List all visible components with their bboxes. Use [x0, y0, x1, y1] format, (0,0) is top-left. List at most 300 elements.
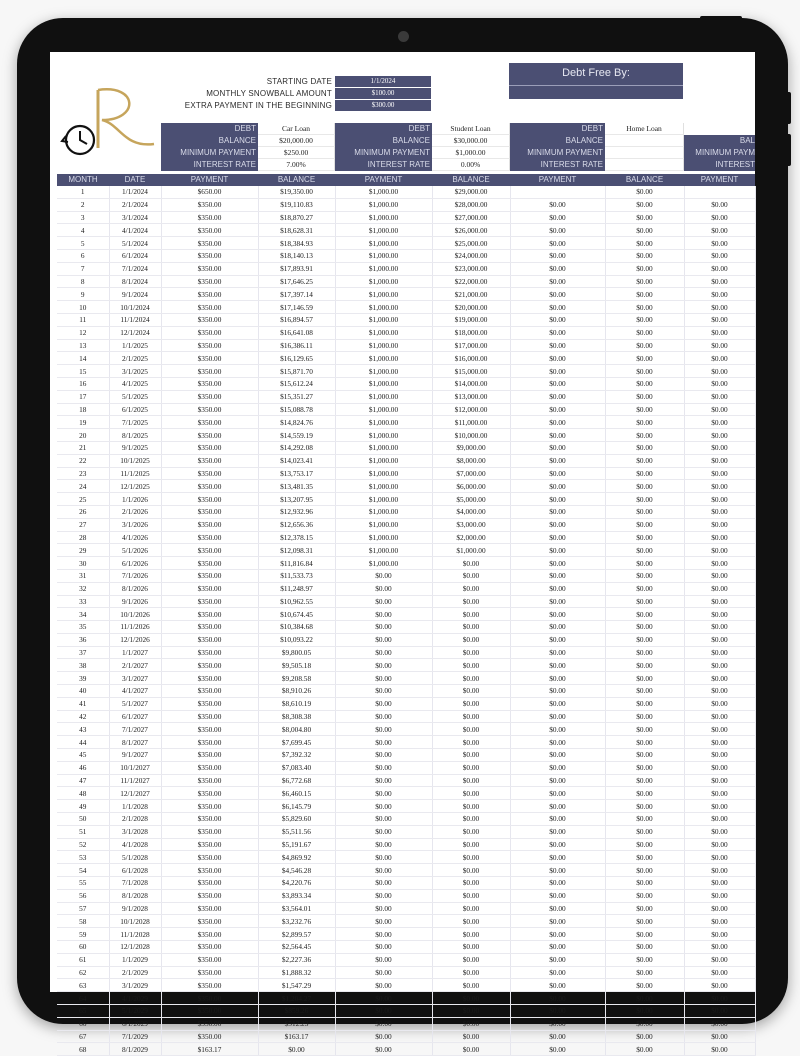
month-cell[interactable]: 62	[57, 966, 109, 979]
student-balance-cell[interactable]: $0.00	[432, 813, 510, 826]
car-balance-cell[interactable]: $8,610.19	[258, 697, 335, 710]
date-cell[interactable]: 5/1/2027	[109, 697, 161, 710]
car-balance-cell[interactable]: $7,699.45	[258, 736, 335, 749]
car-payment-cell[interactable]: $350.00	[161, 851, 258, 864]
home-payment-cell[interactable]: $0.00	[510, 441, 605, 454]
car-balance-cell[interactable]: $11,248.97	[258, 582, 335, 595]
student-payment-cell[interactable]: $1,000.00	[335, 390, 432, 403]
home-balance-cell[interactable]: $0.00	[605, 864, 684, 877]
car-balance-cell[interactable]: $9,208.58	[258, 672, 335, 685]
student-payment-cell[interactable]: $1,000.00	[335, 403, 432, 416]
debt4-payment-cell[interactable]: $0.00	[684, 749, 755, 762]
home-balance-cell[interactable]: $0.00	[605, 198, 684, 211]
car-payment-cell[interactable]: $350.00	[161, 569, 258, 582]
car-payment-cell[interactable]: $350.00	[161, 1017, 258, 1030]
car-payment-cell[interactable]: $350.00	[161, 557, 258, 570]
student-balance-cell[interactable]: $16,000.00	[432, 352, 510, 365]
month-cell[interactable]: 23	[57, 467, 109, 480]
debt4-payment-cell[interactable]: $0.00	[684, 326, 755, 339]
home-balance-cell[interactable]: $0.00	[605, 544, 684, 557]
student-payment-cell[interactable]: $1,000.00	[335, 198, 432, 211]
home-payment-cell[interactable]: $0.00	[510, 454, 605, 467]
debt4-payment-cell[interactable]: $0.00	[684, 557, 755, 570]
month-cell[interactable]: 10	[57, 301, 109, 314]
car-payment-cell[interactable]: $350.00	[161, 377, 258, 390]
student-balance-cell[interactable]: $0.00	[432, 941, 510, 954]
home-balance-cell[interactable]: $0.00	[605, 621, 684, 634]
car-balance-cell[interactable]: $3,893.34	[258, 889, 335, 902]
date-cell[interactable]: 3/1/2026	[109, 518, 161, 531]
car-payment-cell[interactable]: $350.00	[161, 505, 258, 518]
student-payment-cell[interactable]: $0.00	[335, 979, 432, 992]
student-payment-cell[interactable]: $1,000.00	[335, 352, 432, 365]
home-balance-cell[interactable]: $0.00	[605, 1043, 684, 1056]
home-balance-cell[interactable]: $0.00	[605, 211, 684, 224]
student-balance-cell[interactable]: $11,000.00	[432, 416, 510, 429]
car-balance-cell[interactable]: $18,628.31	[258, 224, 335, 237]
debt4-payment-cell[interactable]: $0.00	[684, 889, 755, 902]
home-payment-cell[interactable]: $0.00	[510, 557, 605, 570]
car-balance-cell[interactable]: $12,656.36	[258, 518, 335, 531]
column-header-month[interactable]: MONTH	[57, 174, 109, 186]
home-payment-cell[interactable]: $0.00	[510, 211, 605, 224]
home-balance-cell[interactable]: $0.00	[605, 531, 684, 544]
month-cell[interactable]: 48	[57, 787, 109, 800]
student-balance-cell[interactable]: $5,000.00	[432, 493, 510, 506]
student-balance-cell[interactable]: $0.00	[432, 915, 510, 928]
home-payment-cell[interactable]: $0.00	[510, 979, 605, 992]
home-balance-cell[interactable]: $0.00	[605, 186, 684, 198]
car-balance-cell[interactable]: $12,932.96	[258, 505, 335, 518]
date-cell[interactable]: 8/1/2025	[109, 429, 161, 442]
date-cell[interactable]: 10/1/2024	[109, 301, 161, 314]
debt4-payment-cell[interactable]: $0.00	[684, 1017, 755, 1030]
home-balance-cell[interactable]: $0.00	[605, 697, 684, 710]
car-balance-cell[interactable]: $5,191.67	[258, 838, 335, 851]
date-cell[interactable]: 5/1/2029	[109, 1005, 161, 1018]
car-balance-cell[interactable]: $3,232.76	[258, 915, 335, 928]
home-payment-cell[interactable]: $0.00	[510, 198, 605, 211]
car-payment-cell[interactable]: $350.00	[161, 979, 258, 992]
student-balance-cell[interactable]: $13,000.00	[432, 390, 510, 403]
debt4-payment-cell[interactable]: $0.00	[684, 416, 755, 429]
car-balance-cell[interactable]: $2,227.36	[258, 953, 335, 966]
date-cell[interactable]: 6/1/2028	[109, 864, 161, 877]
car-payment-cell[interactable]: $350.00	[161, 710, 258, 723]
debt4-payment-cell[interactable]: $0.00	[684, 544, 755, 557]
month-cell[interactable]: 12	[57, 326, 109, 339]
monthly-snowball-cell[interactable]: $100.00	[335, 88, 431, 100]
home-balance-cell[interactable]: $0.00	[605, 352, 684, 365]
car-balance-cell[interactable]: $16,129.65	[258, 352, 335, 365]
car-balance-cell[interactable]: $8,910.26	[258, 685, 335, 698]
debt4-payment-cell[interactable]: $0.00	[684, 301, 755, 314]
student-payment-cell[interactable]: $0.00	[335, 838, 432, 851]
car-balance-cell[interactable]: $13,481.35	[258, 480, 335, 493]
car-balance-cell[interactable]: $10,384.68	[258, 621, 335, 634]
student-balance-cell[interactable]: $0.00	[432, 966, 510, 979]
car-balance-cell[interactable]: $12,378.15	[258, 531, 335, 544]
car-balance-cell[interactable]: $6,772.68	[258, 774, 335, 787]
home-balance-cell[interactable]: $0.00	[605, 595, 684, 608]
date-cell[interactable]: 11/1/2025	[109, 467, 161, 480]
car-payment-cell[interactable]: $350.00	[161, 480, 258, 493]
month-cell[interactable]: 38	[57, 659, 109, 672]
home-payment-cell[interactable]: $0.00	[510, 301, 605, 314]
month-cell[interactable]: 7	[57, 262, 109, 275]
debt4-payment-cell[interactable]: $0.00	[684, 403, 755, 416]
date-cell[interactable]: 10/1/2025	[109, 454, 161, 467]
car-loan-interest-rate[interactable]: 7.00%	[258, 159, 335, 171]
date-cell[interactable]: 4/1/2024	[109, 224, 161, 237]
car-payment-cell[interactable]: $350.00	[161, 697, 258, 710]
month-cell[interactable]: 13	[57, 339, 109, 352]
month-cell[interactable]: 18	[57, 403, 109, 416]
car-payment-cell[interactable]: $350.00	[161, 467, 258, 480]
student-payment-cell[interactable]: $1,000.00	[335, 531, 432, 544]
student-balance-cell[interactable]: $21,000.00	[432, 288, 510, 301]
month-cell[interactable]: 1	[57, 186, 109, 198]
student-balance-cell[interactable]: $0.00	[432, 902, 510, 915]
home-payment-cell[interactable]: $0.00	[510, 339, 605, 352]
date-cell[interactable]: 1/1/2025	[109, 339, 161, 352]
home-balance-cell[interactable]: $0.00	[605, 224, 684, 237]
month-cell[interactable]: 17	[57, 390, 109, 403]
date-cell[interactable]: 11/1/2027	[109, 774, 161, 787]
student-payment-cell[interactable]: $0.00	[335, 1043, 432, 1056]
student-balance-cell[interactable]: $15,000.00	[432, 365, 510, 378]
date-cell[interactable]: 7/1/2028	[109, 877, 161, 890]
student-balance-cell[interactable]: $0.00	[432, 864, 510, 877]
date-cell[interactable]: 8/1/2024	[109, 275, 161, 288]
student-payment-cell[interactable]: $0.00	[335, 966, 432, 979]
month-cell[interactable]: 27	[57, 518, 109, 531]
student-payment-cell[interactable]: $0.00	[335, 736, 432, 749]
date-cell[interactable]: 7/1/2027	[109, 723, 161, 736]
home-payment-cell[interactable]: $0.00	[510, 352, 605, 365]
student-payment-cell[interactable]: $0.00	[335, 825, 432, 838]
debt4-payment-cell[interactable]: $0.00	[684, 518, 755, 531]
month-cell[interactable]: 16	[57, 377, 109, 390]
home-balance-cell[interactable]: $0.00	[605, 480, 684, 493]
debt4-payment-cell[interactable]: $0.00	[684, 454, 755, 467]
car-balance-cell[interactable]: $9,505.18	[258, 659, 335, 672]
date-cell[interactable]: 3/1/2027	[109, 672, 161, 685]
date-cell[interactable]: 8/1/2026	[109, 582, 161, 595]
student-payment-cell[interactable]: $1,000.00	[335, 505, 432, 518]
month-cell[interactable]: 55	[57, 877, 109, 890]
car-balance-cell[interactable]: $163.17	[258, 1030, 335, 1043]
car-payment-cell[interactable]: $350.00	[161, 326, 258, 339]
home-payment-cell[interactable]: $0.00	[510, 633, 605, 646]
student-balance-cell[interactable]: $0.00	[432, 608, 510, 621]
car-balance-cell[interactable]: $859.26	[258, 1005, 335, 1018]
student-balance-cell[interactable]: $25,000.00	[432, 237, 510, 250]
car-payment-cell[interactable]: $350.00	[161, 736, 258, 749]
car-payment-cell[interactable]: $350.00	[161, 493, 258, 506]
month-cell[interactable]: 35	[57, 621, 109, 634]
home-payment-cell[interactable]: $0.00	[510, 761, 605, 774]
car-payment-cell[interactable]: $350.00	[161, 275, 258, 288]
student-balance-cell[interactable]: $0.00	[432, 979, 510, 992]
month-cell[interactable]: 9	[57, 288, 109, 301]
car-payment-cell[interactable]: $163.17	[161, 1043, 258, 1056]
car-payment-cell[interactable]: $350.00	[161, 608, 258, 621]
car-balance-cell[interactable]: $12,098.31	[258, 544, 335, 557]
date-cell[interactable]: 8/1/2027	[109, 736, 161, 749]
month-cell[interactable]: 45	[57, 749, 109, 762]
home-payment-cell[interactable]: $0.00	[510, 749, 605, 762]
month-cell[interactable]: 63	[57, 979, 109, 992]
date-cell[interactable]: 4/1/2025	[109, 377, 161, 390]
date-cell[interactable]: 5/1/2026	[109, 544, 161, 557]
car-balance-cell[interactable]: $17,893.91	[258, 262, 335, 275]
student-payment-cell[interactable]: $0.00	[335, 608, 432, 621]
student-balance-cell[interactable]: $0.00	[432, 800, 510, 813]
extra-payment-cell[interactable]: $300.00	[335, 100, 431, 112]
date-cell[interactable]: 7/1/2029	[109, 1030, 161, 1043]
home-balance-cell[interactable]: $0.00	[605, 262, 684, 275]
home-balance-cell[interactable]: $0.00	[605, 723, 684, 736]
debt4-payment-cell[interactable]: $0.00	[684, 377, 755, 390]
home-balance-cell[interactable]: $0.00	[605, 1017, 684, 1030]
student-payment-cell[interactable]: $0.00	[335, 697, 432, 710]
home-balance-cell[interactable]: $0.00	[605, 736, 684, 749]
student-payment-cell[interactable]: $0.00	[335, 787, 432, 800]
home-payment-cell[interactable]: $0.00	[510, 518, 605, 531]
student-payment-cell[interactable]: $1,000.00	[335, 467, 432, 480]
month-cell[interactable]: 6	[57, 249, 109, 262]
debt4-payment-cell[interactable]: $0.00	[684, 608, 755, 621]
home-balance-cell[interactable]: $0.00	[605, 416, 684, 429]
car-payment-cell[interactable]: $350.00	[161, 454, 258, 467]
car-payment-cell[interactable]: $350.00	[161, 352, 258, 365]
month-cell[interactable]: 47	[57, 774, 109, 787]
car-balance-cell[interactable]: $5,829.60	[258, 813, 335, 826]
student-payment-cell[interactable]: $1,000.00	[335, 454, 432, 467]
home-payment-cell[interactable]: $0.00	[510, 569, 605, 582]
debt4-payment-cell[interactable]: $0.00	[684, 864, 755, 877]
month-cell[interactable]: 33	[57, 595, 109, 608]
student-payment-cell[interactable]: $1,000.00	[335, 493, 432, 506]
student-balance-cell[interactable]: $0.00	[432, 953, 510, 966]
home-payment-cell[interactable]: $0.00	[510, 825, 605, 838]
date-cell[interactable]: 6/1/2025	[109, 403, 161, 416]
home-payment-cell[interactable]: $0.00	[510, 595, 605, 608]
home-payment-cell[interactable]: $0.00	[510, 1017, 605, 1030]
student-payment-cell[interactable]: $0.00	[335, 1030, 432, 1043]
debt4-payment-cell[interactable]	[684, 186, 755, 198]
student-balance-cell[interactable]: $0.00	[432, 1030, 510, 1043]
student-balance-cell[interactable]: $18,000.00	[432, 326, 510, 339]
home-payment-cell[interactable]: $0.00	[510, 621, 605, 634]
student-payment-cell[interactable]: $1,000.00	[335, 441, 432, 454]
car-balance-cell[interactable]: $16,386.11	[258, 339, 335, 352]
car-balance-cell[interactable]: $1,888.32	[258, 966, 335, 979]
home-payment-cell[interactable]: $0.00	[510, 902, 605, 915]
home-payment-cell[interactable]: $0.00	[510, 224, 605, 237]
car-payment-cell[interactable]: $350.00	[161, 365, 258, 378]
home-payment-cell[interactable]: $0.00	[510, 275, 605, 288]
car-payment-cell[interactable]: $350.00	[161, 582, 258, 595]
car-payment-cell[interactable]: $350.00	[161, 992, 258, 1005]
student-payment-cell[interactable]: $1,000.00	[335, 262, 432, 275]
student-payment-cell[interactable]: $1,000.00	[335, 275, 432, 288]
column-header-car-balance[interactable]: BALANCE	[258, 174, 335, 186]
home-payment-cell[interactable]: $0.00	[510, 697, 605, 710]
student-balance-cell[interactable]: $1,000.00	[432, 544, 510, 557]
date-cell[interactable]: 5/1/2024	[109, 237, 161, 250]
date-cell[interactable]: 10/1/2028	[109, 915, 161, 928]
home-payment-cell[interactable]: $0.00	[510, 467, 605, 480]
car-payment-cell[interactable]: $350.00	[161, 825, 258, 838]
car-payment-cell[interactable]: $350.00	[161, 966, 258, 979]
month-cell[interactable]: 56	[57, 889, 109, 902]
car-balance-cell[interactable]: $17,397.14	[258, 288, 335, 301]
date-cell[interactable]: 4/1/2026	[109, 531, 161, 544]
debt4-payment-cell[interactable]: $0.00	[684, 787, 755, 800]
home-payment-cell[interactable]: $0.00	[510, 928, 605, 941]
date-cell[interactable]: 4/1/2028	[109, 838, 161, 851]
car-payment-cell[interactable]: $350.00	[161, 685, 258, 698]
student-balance-cell[interactable]: $0.00	[432, 825, 510, 838]
car-balance-cell[interactable]: $16,641.08	[258, 326, 335, 339]
car-payment-cell[interactable]: $350.00	[161, 633, 258, 646]
month-cell[interactable]: 53	[57, 851, 109, 864]
car-balance-cell[interactable]: $15,871.70	[258, 365, 335, 378]
home-loan-interest-rate[interactable]	[605, 159, 684, 171]
month-cell[interactable]: 39	[57, 672, 109, 685]
home-balance-cell[interactable]: $0.00	[605, 249, 684, 262]
car-balance-cell[interactable]: $4,546.28	[258, 864, 335, 877]
home-balance-cell[interactable]: $0.00	[605, 941, 684, 954]
car-balance-cell[interactable]: $17,146.59	[258, 301, 335, 314]
debt4-payment-cell[interactable]: $0.00	[684, 429, 755, 442]
date-cell[interactable]: 10/1/2026	[109, 608, 161, 621]
home-payment-cell[interactable]: $0.00	[510, 838, 605, 851]
debt4-payment-cell[interactable]: $0.00	[684, 493, 755, 506]
home-balance-cell[interactable]: $0.00	[605, 569, 684, 582]
date-cell[interactable]: 4/1/2029	[109, 992, 161, 1005]
car-balance-cell[interactable]: $10,962.55	[258, 595, 335, 608]
student-balance-cell[interactable]: $0.00	[432, 736, 510, 749]
car-payment-cell[interactable]: $350.00	[161, 902, 258, 915]
student-payment-cell[interactable]: $0.00	[335, 800, 432, 813]
car-payment-cell[interactable]: $350.00	[161, 864, 258, 877]
car-payment-cell[interactable]: $350.00	[161, 211, 258, 224]
home-payment-cell[interactable]: $0.00	[510, 992, 605, 1005]
home-payment-cell[interactable]: $0.00	[510, 249, 605, 262]
car-balance-cell[interactable]: $512.23	[258, 1017, 335, 1030]
home-payment-cell[interactable]: $0.00	[510, 723, 605, 736]
month-cell[interactable]: 32	[57, 582, 109, 595]
home-balance-cell[interactable]: $0.00	[605, 288, 684, 301]
debt4-payment-cell[interactable]: $0.00	[684, 953, 755, 966]
home-balance-cell[interactable]: $0.00	[605, 889, 684, 902]
car-payment-cell[interactable]: $350.00	[161, 390, 258, 403]
month-cell[interactable]: 19	[57, 416, 109, 429]
month-cell[interactable]: 46	[57, 761, 109, 774]
debt4-payment-cell[interactable]: $0.00	[684, 941, 755, 954]
car-payment-cell[interactable]: $350.00	[161, 237, 258, 250]
home-balance-cell[interactable]: $0.00	[605, 851, 684, 864]
car-payment-cell[interactable]: $350.00	[161, 672, 258, 685]
debt4-payment-cell[interactable]: $0.00	[684, 441, 755, 454]
date-cell[interactable]: 11/1/2028	[109, 928, 161, 941]
home-balance-cell[interactable]: $0.00	[605, 390, 684, 403]
debt4-payment-cell[interactable]: $0.00	[684, 288, 755, 301]
debt4-payment-cell[interactable]: $0.00	[684, 352, 755, 365]
student-payment-cell[interactable]: $0.00	[335, 685, 432, 698]
month-cell[interactable]: 59	[57, 928, 109, 941]
student-payment-cell[interactable]: $0.00	[335, 723, 432, 736]
date-cell[interactable]: 3/1/2029	[109, 979, 161, 992]
student-payment-cell[interactable]: $0.00	[335, 582, 432, 595]
car-balance-cell[interactable]: $6,460.15	[258, 787, 335, 800]
debt4-payment-cell[interactable]: $0.00	[684, 723, 755, 736]
home-balance-cell[interactable]: $0.00	[605, 326, 684, 339]
student-balance-cell[interactable]: $0.00	[432, 582, 510, 595]
home-balance-cell[interactable]: $0.00	[605, 813, 684, 826]
student-payment-cell[interactable]: $1,000.00	[335, 557, 432, 570]
home-balance-cell[interactable]: $0.00	[605, 877, 684, 890]
car-loan-name[interactable]: Car Loan	[258, 123, 335, 135]
date-cell[interactable]: 7/1/2026	[109, 569, 161, 582]
home-balance-cell[interactable]: $0.00	[605, 633, 684, 646]
car-payment-cell[interactable]: $350.00	[161, 889, 258, 902]
student-balance-cell[interactable]: $20,000.00	[432, 301, 510, 314]
car-payment-cell[interactable]: $350.00	[161, 224, 258, 237]
debt4-payment-cell[interactable]: $0.00	[684, 774, 755, 787]
home-payment-cell[interactable]: $0.00	[510, 685, 605, 698]
student-balance-cell[interactable]: $0.00	[432, 659, 510, 672]
home-payment-cell[interactable]: $0.00	[510, 659, 605, 672]
student-balance-cell[interactable]: $27,000.00	[432, 211, 510, 224]
month-cell[interactable]: 41	[57, 697, 109, 710]
date-cell[interactable]: 6/1/2029	[109, 1017, 161, 1030]
month-cell[interactable]: 57	[57, 902, 109, 915]
home-balance-cell[interactable]: $0.00	[605, 505, 684, 518]
home-payment-cell[interactable]: $0.00	[510, 390, 605, 403]
home-balance-cell[interactable]: $0.00	[605, 275, 684, 288]
student-payment-cell[interactable]: $0.00	[335, 851, 432, 864]
home-balance-cell[interactable]: $0.00	[605, 787, 684, 800]
home-payment-cell[interactable]: $0.00	[510, 800, 605, 813]
student-payment-cell[interactable]: $1,000.00	[335, 301, 432, 314]
car-payment-cell[interactable]: $350.00	[161, 877, 258, 890]
home-balance-cell[interactable]: $0.00	[605, 429, 684, 442]
date-cell[interactable]: 2/1/2029	[109, 966, 161, 979]
home-payment-cell[interactable]: $0.00	[510, 966, 605, 979]
column-header-date[interactable]: DATE	[109, 174, 161, 186]
home-balance-cell[interactable]: $0.00	[605, 838, 684, 851]
student-payment-cell[interactable]: $1,000.00	[335, 416, 432, 429]
home-payment-cell[interactable]: $0.00	[510, 941, 605, 954]
date-cell[interactable]: 9/1/2026	[109, 595, 161, 608]
student-balance-cell[interactable]: $0.00	[432, 557, 510, 570]
debt4-payment-cell[interactable]: $0.00	[684, 928, 755, 941]
student-payment-cell[interactable]: $1,000.00	[335, 518, 432, 531]
home-payment-cell[interactable]: $0.00	[510, 531, 605, 544]
debt4-payment-cell[interactable]: $0.00	[684, 262, 755, 275]
home-balance-cell[interactable]: $0.00	[605, 915, 684, 928]
debt4-payment-cell[interactable]: $0.00	[684, 800, 755, 813]
home-balance-cell[interactable]: $0.00	[605, 454, 684, 467]
car-payment-cell[interactable]: $350.00	[161, 518, 258, 531]
home-balance-cell[interactable]: $0.00	[605, 825, 684, 838]
student-payment-cell[interactable]: $1,000.00	[335, 237, 432, 250]
car-balance-cell[interactable]: $15,088.78	[258, 403, 335, 416]
